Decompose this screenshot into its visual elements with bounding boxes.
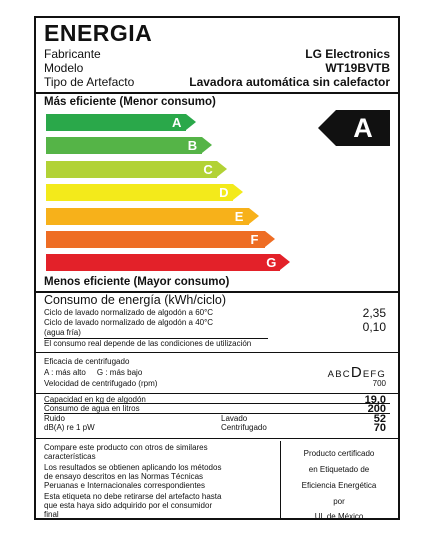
cert-line-1: Producto certificado xyxy=(303,449,375,458)
consumption-line-60: Ciclo de lavado normalizado de algodón a 60°C xyxy=(44,308,214,317)
divider xyxy=(36,438,398,439)
scale-before: ABC xyxy=(327,369,351,380)
consumption-line-40: Ciclo de lavado normalizado de algodón a 40°C xyxy=(44,318,214,327)
rating-arrow-tip xyxy=(318,110,336,146)
rating-arrow xyxy=(318,110,390,146)
cert-line-5: UL de México xyxy=(314,512,364,521)
model-key: Modelo xyxy=(44,61,84,75)
divider xyxy=(36,393,398,394)
footer-note-1: Compare este producto con otros de similares xyxy=(44,443,208,452)
consumption-line-cold: (agua fría) xyxy=(44,328,81,337)
cert-line-2: en Etiquetado de xyxy=(308,465,370,474)
most-efficient-label: Más eficiente (Menor consumo) xyxy=(44,96,216,108)
wash-noise-value: 52 xyxy=(373,413,386,425)
spin-efficiency-title: Eficacia de centrifugado xyxy=(44,357,130,366)
spin-noise-value: 70 xyxy=(373,422,386,434)
water-value: 200 xyxy=(367,403,386,415)
divider xyxy=(36,92,398,94)
efficiency-bar-b xyxy=(46,137,212,154)
efficiency-letter-f: F xyxy=(250,232,259,247)
rating-letter: A xyxy=(353,113,373,143)
appliance-type-value: Lavadora automática sin calefactor xyxy=(189,75,390,89)
efficiency-letter-e: E xyxy=(234,208,244,224)
cert-line-4: por xyxy=(333,497,345,506)
model-value: WT19BVTB xyxy=(325,61,390,75)
scale-after: EFG xyxy=(362,369,386,380)
noise-label: Ruido xyxy=(44,414,65,423)
efficiency-bar-d xyxy=(46,184,243,201)
capacity-value: 19,0 xyxy=(364,394,386,406)
footer-note-5: Peruanas e Internacionales correspondientes xyxy=(44,481,205,490)
energy-label xyxy=(34,16,400,520)
wash-label: Lavado xyxy=(221,414,248,423)
least-efficient-label: Menos eficiente (Mayor consumo) xyxy=(44,276,230,288)
scale-selected: D xyxy=(350,364,363,381)
divider xyxy=(36,352,398,353)
noise-unit: dB(A) re 1 pW xyxy=(44,423,95,432)
spin-noise-label: Centrifugado xyxy=(221,423,267,432)
efficiency-bar-a xyxy=(46,114,196,131)
footer-note-7: que esta haya sido adquirido por el consumidor xyxy=(44,501,213,510)
spin-speed-value: 700 xyxy=(372,379,386,388)
efficiency-bar-g xyxy=(46,254,290,271)
manufacturer-value: LG Electronics xyxy=(305,47,390,61)
consumption-value-60: 2,35 xyxy=(362,306,386,320)
efficiency-letter-c: C xyxy=(203,161,213,177)
capacity-label: Capacidad en kg de algodón xyxy=(44,395,146,404)
water-label: Consumo de agua en litros xyxy=(44,404,140,413)
efficiency-letter-g: G xyxy=(266,255,277,271)
consumption-title: Consumo de energía (kWh/ciclo) xyxy=(44,293,227,307)
divider xyxy=(44,413,390,414)
footer-note-3: Los resultados se obtienen aplicando los métodos xyxy=(44,463,222,472)
cert-line-3: Eficiencia Energética xyxy=(301,481,377,490)
efficiency-bar-f xyxy=(46,231,275,248)
appliance-type-key: Tipo de Artefacto xyxy=(44,75,135,89)
manufacturer-key: Fabricante xyxy=(44,47,101,61)
footer-note-6: Esta etiqueta no debe retirarse del artefacto hasta xyxy=(44,492,222,501)
efficiency-bar-e xyxy=(46,208,259,225)
label-title: ENERGIA xyxy=(44,20,153,46)
efficiency-letter-b: B xyxy=(187,138,198,154)
efficiency-letter-a: A xyxy=(172,115,182,130)
consumption-note: El consumo real depende de las condiciones de utilización xyxy=(44,339,252,348)
consumption-value-40: 0,10 xyxy=(362,320,386,334)
footer-note-4: de ensayo descritos en las Normas Técnicas xyxy=(44,472,204,481)
spin-speed-label: Velocidad de centrifugado (rpm) xyxy=(44,379,158,388)
efficiency-bar-c xyxy=(46,161,227,178)
footer-note-8: final xyxy=(44,510,59,519)
spin-legend: A : más alto G : más bajo xyxy=(44,368,143,377)
efficiency-letter-d: D xyxy=(219,185,229,201)
footer-note-2: características xyxy=(44,452,96,461)
